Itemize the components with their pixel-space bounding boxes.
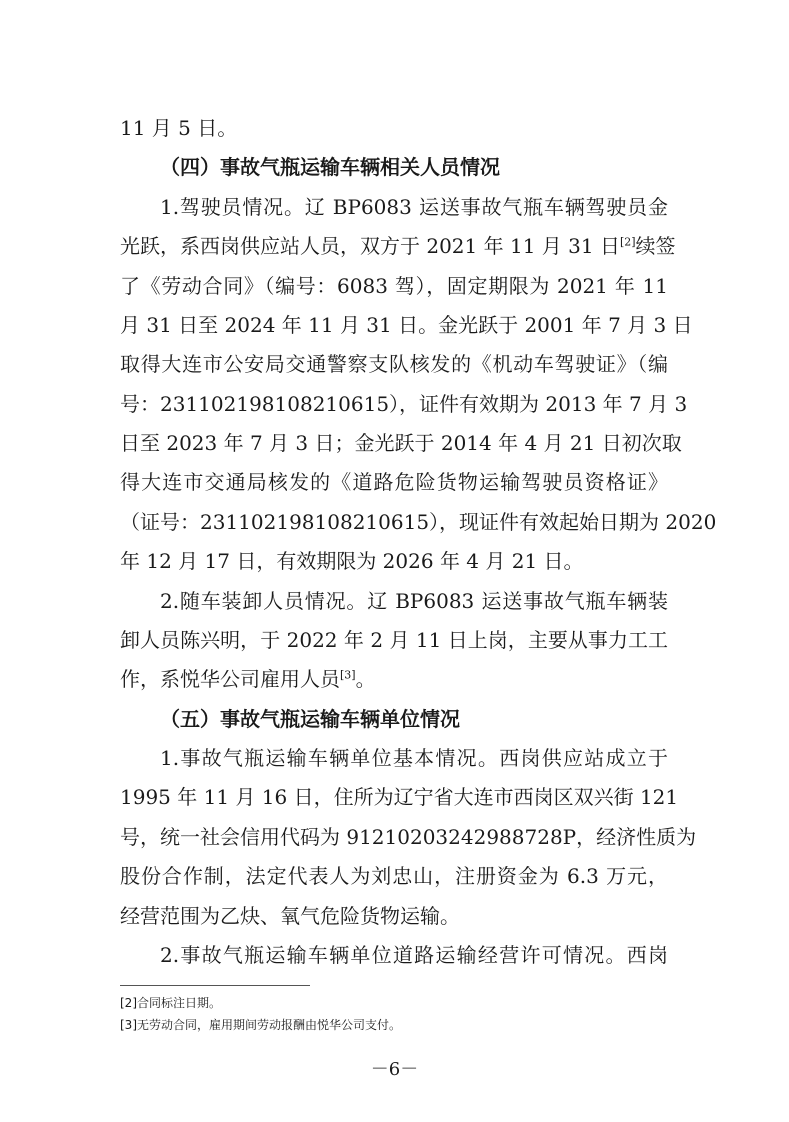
body-line: 1.驾驶员情况。辽 BP6083 运送事故气瓶车辆驾驶员金 xyxy=(160,195,668,219)
page-number: －6－ xyxy=(370,1059,419,1080)
body-line: 号：231102198108210615），证件有效期为 2013 年 7 月 3 xyxy=(120,392,688,416)
body-line: 日至 2023 年 7 月 3 日；金光跃于 2014 年 4 月 21 日初次取 xyxy=(120,431,682,455)
body-line-text: 光跃，系西岗供应站人员，双方于 2021 年 11 月 31 日 xyxy=(120,234,620,258)
body-line: 取得大连市公安局交通警察支队核发的《机动车驾驶证》（编 xyxy=(120,352,668,376)
body-line: 卸人员陈兴明，于 2022 年 2 月 11 日上岗，主要从事力工工 xyxy=(120,628,668,652)
body-line: （证号：231102198108210615），现证件有效起始日期为 2020 xyxy=(120,510,717,534)
section-heading-5: （五）事故气瓶运输车辆单位情况 xyxy=(160,707,460,731)
body-line: 11 月 5 日。 xyxy=(120,116,238,140)
body-line: 2.随车装卸人员情况。辽 BP6083 运送事故气瓶车辆装 xyxy=(160,589,668,613)
body-line: 股份合作制，法定代表人为刘忠山，注册资金为 6.3 万元， xyxy=(120,864,668,888)
body-line-text: 续签 xyxy=(635,234,676,258)
body-line: 了《劳动合同》（编号：6083 驾），固定期限为 2021 年 11 xyxy=(120,274,668,298)
body-line: 1.事故气瓶运输车辆单位基本情况。西岗供应站成立于 xyxy=(160,746,668,770)
footnote-ref-3: [3] xyxy=(340,668,356,682)
body-line: 号，统一社会信用代码为 91210203242988728P，经济性质为 xyxy=(120,825,697,849)
section-heading-4: （四）事故气瓶运输车辆相关人员情况 xyxy=(160,155,500,179)
body-line: 年 12 月 17 日，有效期限为 2026 年 4 月 21 日。 xyxy=(120,549,584,573)
body-line-text: 。 xyxy=(355,667,376,691)
body-line: 经营范围为乙炔、氧气危险货物运输。 xyxy=(120,904,460,928)
footnote-ref-2: [2] xyxy=(619,235,636,249)
footnote-divider xyxy=(120,985,310,986)
body-line xyxy=(120,665,668,693)
body-line xyxy=(120,232,676,260)
footnote-3: [3]无劳动合同，雇用期间劳动报酬由悦华公司支付。 xyxy=(120,1018,402,1032)
body-line: 2.事故气瓶运输车辆单位道路运输经营许可情况。西岗 xyxy=(160,943,668,967)
body-line-text: 作，系悦华公司雇用人员 xyxy=(120,667,340,691)
body-line: 1995 年 11 月 16 日，住所为辽宁省大连市西岗区双兴街 121 xyxy=(120,785,679,809)
footnote-2: [2]合同标注日期。 xyxy=(120,996,221,1010)
body-line: 月 31 日至 2024 年 11 月 31 日。金光跃于 2001 年 7 月 3 日 xyxy=(120,313,693,337)
body-line: 得大连市交通局核发的《道路危险货物运输驾驶员资格证》 xyxy=(120,470,668,494)
